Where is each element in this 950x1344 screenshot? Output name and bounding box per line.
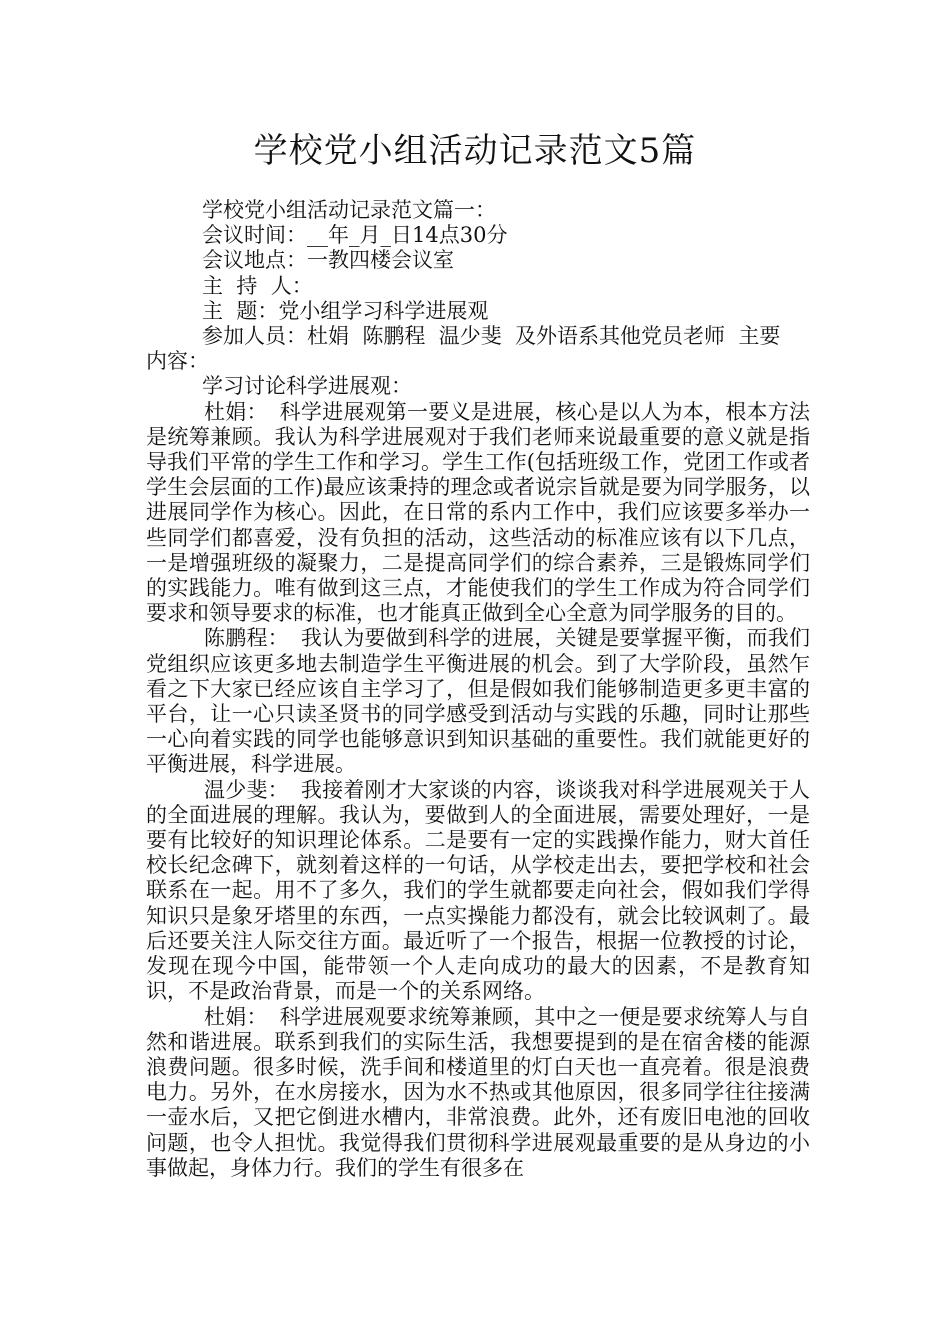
- document-title: 学校党小组活动记录范文5篇: [253, 131, 697, 171]
- discussion-paragraph: [146, 626, 810, 777]
- paragraph-text: 科学进展观要求统筹兼顾，其中之一便是要求统筹人与自然和谐进展。联系到我们的实际生活，我想要提到的是在宿舍楼的能源浪费问题。很多时候，洗手间和楼道里的灯白天也一直亮着。很是浪费电力。另外，在水房接水，因为水不热或其他原因，很多同学往往接满一壶水后，又把它倒进水槽内，非常浪费。此外，还有废旧电池的回收问题，也令人担忧。我觉得我们贯彻科学进展观最重要的是从身边的小事做起，身体力行。我们的学生有很多在: [146, 1004, 811, 1180]
- discussion-paragraph: [146, 400, 810, 627]
- speaker-name: 杜娟：: [204, 1004, 268, 1029]
- discussion-paragraph: [146, 1005, 810, 1181]
- discussion-paragraph: [146, 778, 810, 1005]
- section-heading: 学校党小组活动记录范文篇一：: [202, 198, 496, 222]
- meeting-topic: 主 题：党小组学习科学进展观: [202, 298, 489, 323]
- participants-line-continued: 内容：: [146, 349, 209, 374]
- speaker-name: 杜娟：: [204, 399, 268, 424]
- document-body: [146, 198, 810, 1181]
- meeting-location: 会议地点：一教四楼会议室: [202, 248, 454, 273]
- paragraph-text: 科学进展观第一要义是进展，核心是以人为本，根本方法是统筹兼顾。我认为科学进展观对于我们老师来说最重要的意义就是指导我们平常的学生工作和学习。学生工作(包括班级工作，党团工作或者学生会层面的工作)最应该秉持的理念或者说宗旨就是要为同学服务，以进展同学作为核心。因此，在日常的系内工作中，我们应该要多举办一些同学们都喜爱，没有负担的活动，这些活动的标准应该有以下几点，一是增强班级的凝聚力，二是提高同学们的综合素养，三是锻炼同学们的实践能力。唯有做到这三点，才能使我们的学生工作成为符合同学们要求和领导要求的标准，也才能真正做到全心全意为同学服务的目的。: [146, 399, 811, 626]
- speaker-name: 陈鹏程：: [204, 626, 289, 651]
- meeting-time: 会议时间：__年_月_日14点30分: [202, 223, 508, 248]
- speaker-name: 温少斐：: [204, 777, 289, 802]
- meeting-host: 主 持 人：: [202, 273, 313, 298]
- paragraph-text: 我接着刚才大家谈的内容，谈谈我对科学进展观关于人的全面进展的理解。我认为，要做到人的全面进展，需要处理好，一是要有比较好的知识理论体系。二是要有一定的实践操作能力，财大首任校长纪念碑下，就刻着这样的一句话，从学校走出去，要把学校和社会联系在一起。用不了多久，我们的学生就都要走向社会，假如我们学得知识只是象牙塔里的东西，一点实操能力都没有，就会比较讽刺了。最后还要关注人际交往方面。最近听了一个报告，根据一位教授的讨论，发现在现今中国，能带领一个人走向成功的最大的因素，不是教育知识，不是政治背景，而是一个的关系网络。: [146, 777, 810, 1004]
- paragraph-text: 我认为要做到科学的进展，关键是要掌握平衡，而我们党组织应该更多地去制造学生平衡进展的机会。到了大学阶段，虽然乍看之下大家已经应该自主学习了，但是假如我们能够制造更多更丰富的平台，让一心只读圣贤书的同学感受到活动与实践的乐趣，同时让那些一心向着实践的同学也能够意识到知识基础的重要性。我们就能更好的平衡进展，科学进展。: [146, 626, 810, 777]
- study-heading: 学习讨论科学进展观：: [202, 374, 412, 399]
- participants-line: 参加人员：杜娟 陈鹏程 温少斐 及外语系其他党员老师 主要: [202, 324, 781, 349]
